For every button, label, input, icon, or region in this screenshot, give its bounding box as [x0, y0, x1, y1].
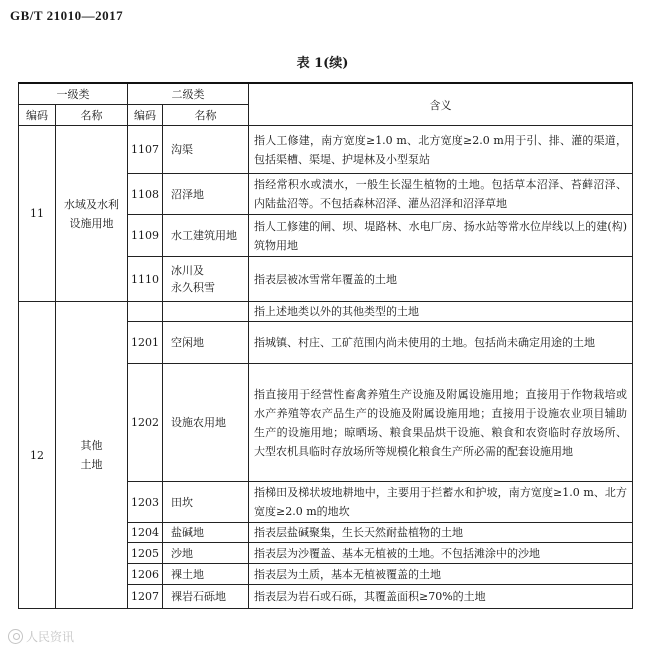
watermark: [8, 628, 74, 645]
level2-name-cell: [163, 482, 249, 523]
standard-code: GB/T 21010—2017: [10, 8, 124, 23]
level2-code-cell: [128, 302, 163, 322]
level1-name-cell: [56, 302, 128, 609]
meaning-header: 含义: [249, 83, 633, 126]
level1-name-cell: [56, 126, 128, 302]
meaning-cell: 指表层为土质，基本无植被覆盖的土地: [249, 564, 633, 585]
watermark-logo-icon: [8, 629, 23, 644]
level2-name-line: 水工建筑用地: [171, 229, 237, 242]
level2-name-cell: [163, 302, 249, 322]
level1-code-cell: 12: [19, 302, 56, 609]
level2-name-cell: [163, 322, 249, 364]
level2-name-line: 冰川及: [171, 264, 204, 277]
meaning-cell: 指城镇、村庄、工矿范围内尚未使用的土地。包括尚未确定用途的土地: [249, 322, 633, 364]
table-body: [19, 126, 633, 609]
land-classification-table: [18, 82, 633, 609]
level2-code-cell: 1205: [128, 543, 163, 564]
level2-name-cell: [163, 543, 249, 564]
level2-name-line: 沼泽地: [171, 187, 204, 201]
level2-code-cell: 1201: [128, 322, 163, 364]
level2-name-cell: [163, 364, 249, 482]
level2-code-cell: 1203: [128, 482, 163, 523]
meaning-cell: 指表层被冰雪常年覆盖的土地: [249, 257, 633, 302]
level2-name-cell: [163, 257, 249, 302]
level2-name-line: 设施农用地: [171, 416, 226, 429]
level2-code-cell: 1109: [128, 215, 163, 257]
level1-header: 一级类: [19, 83, 128, 105]
table-row: [19, 126, 633, 174]
level2-name-cell: [163, 523, 249, 543]
level2-name-line: 沟渠: [171, 143, 193, 156]
level2-name-line: 裸岩石砾地: [171, 590, 226, 603]
level1-name-line: 土地: [80, 458, 103, 471]
level2-name-line: 永久积雪: [171, 281, 215, 294]
level2-code-cell: 1206: [128, 564, 163, 585]
level1-name-line: 其他: [80, 439, 103, 452]
level2-code-cell: 1207: [128, 585, 163, 609]
level2-code-cell: 1108: [128, 174, 163, 215]
level2-name-line: 沙地: [171, 546, 193, 560]
meaning-cell: 指直接用于经营性畜禽养殖生产设施及附属设施用地；直接用于作物栽培或水产养殖等农产品生产的设施及附属设施用地；直接用于设施农业项目辅助生产的设施用地；晾晒场、粮食果品烘干设施、粮食和农资临时存放场所、大型农机具临时存放场所等规模化粮食生产所必需的配套设施用地: [249, 364, 633, 482]
level2-name-line: 盐碱地: [171, 526, 204, 539]
level2-name-line: 裸土地: [171, 567, 204, 581]
meaning-cell: 指上述地类以外的其他类型的土地: [249, 302, 633, 322]
level2-code-cell: 1110: [128, 257, 163, 302]
meaning-cell: 指表层为沙覆盖、基本无植被的土地。不包括滩涂中的沙地: [249, 543, 633, 564]
level2-code-cell: 1107: [128, 126, 163, 174]
level2-name-cell: [163, 215, 249, 257]
level2-name-line: 田坎: [171, 495, 193, 509]
meaning-cell: 指表层为岩石或石砾，其覆盖面积≥70%的土地: [249, 585, 633, 609]
level2-code-cell: 1204: [128, 523, 163, 543]
level1-code-cell: 11: [19, 126, 56, 302]
level1-name-header: 名称: [56, 105, 128, 126]
meaning-cell: 指梯田及梯状坡地耕地中，主要用于拦蓄水和护坡，南方宽度≥1.0 m、北方宽度≥2.0 m的地坎: [249, 482, 633, 523]
watermark-text: 人民资讯: [26, 630, 75, 644]
level1-name-line: 设施用地: [69, 216, 114, 230]
level2-name-cell: [163, 174, 249, 215]
level2-name-cell: [163, 564, 249, 585]
level1-name-line: 水域及水利: [64, 197, 119, 211]
level2-name-line: 空闲地: [171, 336, 204, 349]
table-row: [19, 302, 633, 322]
table-caption: 表 1(续): [296, 56, 349, 71]
level2-code-header: 编码: [128, 105, 163, 126]
meaning-cell: 指人工修建的闸、坝、堤路林、水电厂房、扬水站等常水位岸线以上的建(构)筑物用地: [249, 215, 633, 257]
level2-header: 二级类: [128, 83, 249, 105]
level2-code-cell: 1202: [128, 364, 163, 482]
meaning-cell: 指人工修建，南方宽度≥1.0 m、北方宽度≥2.0 m用于引、排、灌的渠道，包括渠槽、渠堤、护堤林及小型泵站: [249, 126, 633, 174]
level2-name-cell: [163, 126, 249, 174]
meaning-cell: 指经常积水或渍水，一般生长湿生植物的土地。包括草本沼泽、苔藓沼泽、内陆盐沼等。不包括森林沼泽、灌丛沼泽和沼泽草地: [249, 174, 633, 215]
level2-name-header: 名称: [163, 105, 249, 126]
meaning-cell: 指表层盐碱聚集，生长天然耐盐植物的土地: [249, 523, 633, 543]
level1-code-header: 编码: [19, 105, 56, 126]
level2-name-cell: [163, 585, 249, 609]
